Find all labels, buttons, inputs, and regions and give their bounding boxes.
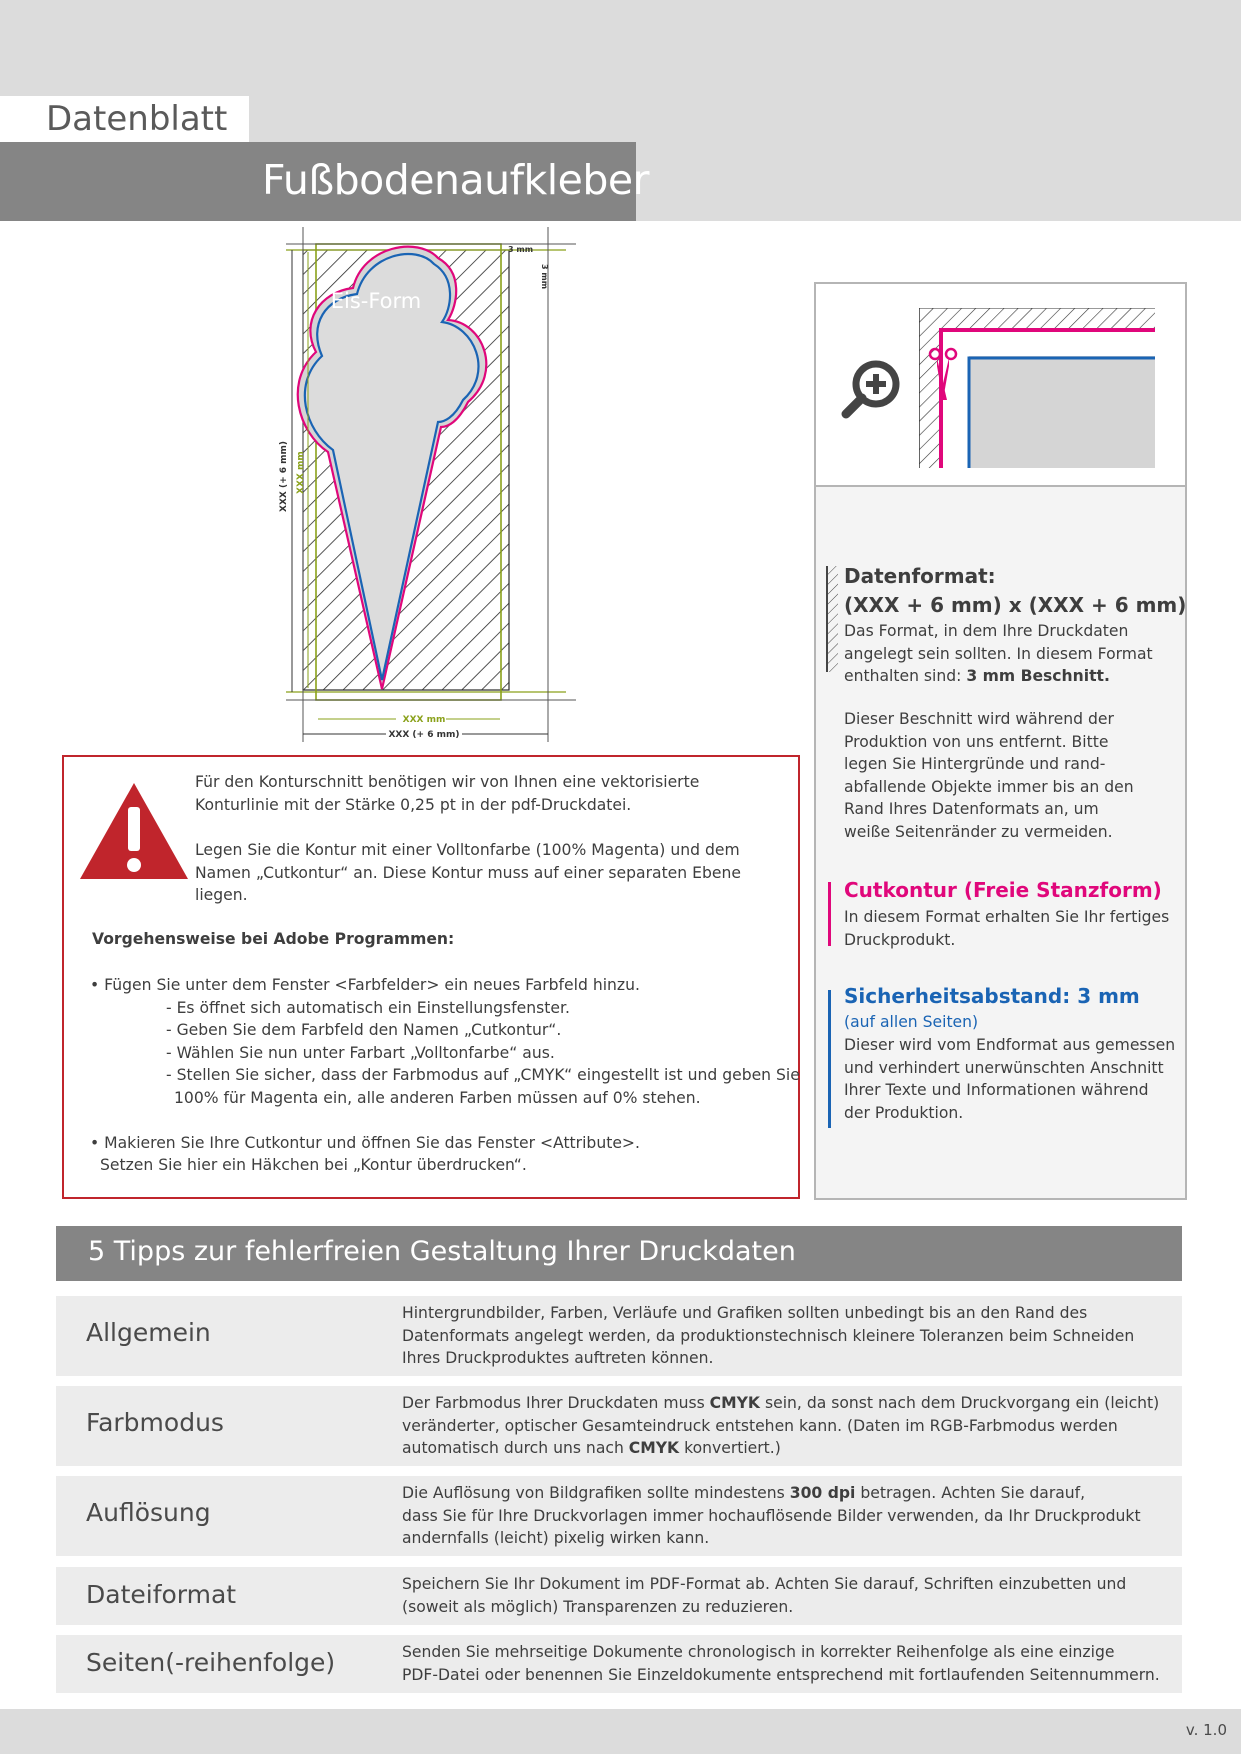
ice-cream-shape-diagram — [256, 222, 596, 756]
cut-contour-warning-box — [62, 755, 800, 1199]
corner-detail-graphic — [919, 308, 1155, 472]
tip-row-dateiformat — [56, 1567, 1182, 1625]
step-1a: - Es öffnet sich automatisch ein Einstellungsfenster. — [166, 999, 570, 1017]
tip-text: Der Farbmodus Ihrer Druckdaten muss CMYK sein, da sonst nach dem Druckvorgang ein (leicht) veränderter, optischer Gesamteindruck entstehen kann. (Daten im RGB-Farbmodus werden automatisch durch uns nach CMYK konvertiert.) — [402, 1394, 1160, 1457]
cut-description: In diesem Format erhalten Sie Ihr fertiges Druckprodukt. — [844, 908, 1170, 949]
zoom-detail — [816, 284, 1185, 487]
tip-label: Allgemein — [86, 1318, 211, 1347]
step-1d-continued: 100% für Magenta ein, alle anderen Farben müssen auf 0% stehen. — [174, 1089, 701, 1107]
warning-paragraph-1: Für den Konturschnitt benötigen wir von Ihnen eine vektorisierte Konturlinie mit der Stärke 0,25 pt in der pdf-Druckdatei. — [195, 773, 700, 814]
safety-subtitle: (auf allen Seiten) — [844, 1013, 979, 1031]
title-bar — [0, 142, 650, 221]
bleed-side-dim: 3 mm — [540, 264, 549, 290]
format-info-panel — [814, 282, 1187, 1200]
document-type-label: Datenblatt — [0, 96, 249, 142]
tip-label: Auflösung — [86, 1498, 211, 1527]
tip-row-seiten — [56, 1635, 1182, 1693]
tip-label: Seiten(-reihenfolge) — [86, 1648, 336, 1677]
step-1: • Fügen Sie unter dem Fenster <Farbfelder> ein neues Farbfeld hinzu. — [90, 976, 640, 994]
safety-description: Dieser wird vom Endformat aus gemessen und verhindert unerwünschten Anschnitt Ihrer Texte und Informationen während der Produktion. — [844, 1036, 1176, 1122]
footer-band — [0, 1709, 1241, 1754]
page-title: Fußbodenaufkleber — [262, 156, 650, 204]
height-dim: XXX mm — [296, 451, 306, 494]
step-1c: - Wählen Sie nun unter Farbart „Volltonfarbe“ aus. — [166, 1044, 555, 1062]
tips-heading: 5 Tipps zur fehlerfreien Gestaltung Ihrer Druckdaten — [88, 1236, 796, 1267]
version-label: v. 1.0 — [1185, 1721, 1227, 1739]
safety-title: Sicherheitsabstand: 3 mm — [844, 984, 1140, 1008]
step-1d: - Stellen Sie sicher, dass der Farbmodus auf „CMYK“ eingestellt ist und geben Sie — [166, 1066, 800, 1084]
step-1b: - Geben Sie dem Farbfeld den Namen „Cutkontur“. — [166, 1021, 562, 1039]
tip-text: Speichern Sie Ihr Dokument im PDF-Format ab. Achten Sie darauf, Schriften einzubetten und (soweit als möglich) Transparenzen zu reduzieren. — [402, 1575, 1127, 1616]
tip-label: Farbmodus — [86, 1408, 224, 1437]
cut-marker — [828, 882, 831, 946]
bleed-description: Dieser Beschnitt wird während der Produktion von uns entfernt. Bitte legen Sie Hintergründe und rand- abfallende Objekte immer bis an den Rand Ihres Datenformats an, um weiße Seitenränder zu vermeiden. — [844, 710, 1134, 841]
warning-paragraph-2: Legen Sie die Kontur mit einer Volltonfarbe (100% Magenta) und dem Namen „Cutkontur“ an. Diese Kontur muss auf einer separaten Ebene liegen. — [195, 841, 741, 904]
safety-marker — [828, 990, 831, 1128]
format-title: Datenformat: (XXX + 6 mm) x (XXX + 6 mm) — [844, 564, 1187, 617]
cut-title: Cutkontur (Freie Stanzform) — [844, 878, 1162, 902]
tip-label: Dateiformat — [86, 1580, 237, 1609]
warning-icon — [78, 781, 190, 885]
tip-text: Hintergrundbilder, Farben, Verläufe und Grafiken sollten unbedingt bis an den Rand des Datenformats angelegt werden, da produktionstechnisch kleinere Toleranzen beim Schneiden Ihres Druckproduktes auftreten können. — [402, 1304, 1135, 1367]
tip-text: Die Auflösung von Bildgrafiken sollte mindestens 300 dpi betragen. Achten Sie darauf, dass Sie für Ihre Druckvorlagen immer hochauflösende Bilder verwenden, da Ihr Druckprodukt andernfalls (leicht) pixelig wirken kann. — [402, 1484, 1141, 1547]
step-2-continued: Setzen Sie hier ein Häkchen bei „Kontur überdrucken“. — [100, 1156, 527, 1174]
height-bleed-dim: XXX (+ 6 mm) — [279, 440, 289, 512]
width-bleed-dim: XXX (+ 6 mm) — [388, 730, 460, 740]
format-description: Das Format, in dem Ihre Druckdaten angelegt sein sollten. In diesem Format enthalten sind: 3 mm Beschnitt. — [844, 622, 1153, 685]
tip-row-farbmodus — [56, 1386, 1182, 1466]
shape-label: Eis-Form — [330, 289, 422, 313]
step-2: • Makieren Sie Ihre Cutkontur und öffnen Sie das Fenster <Attribute>. — [90, 1134, 640, 1152]
tip-row-allgemein — [56, 1296, 1182, 1376]
tip-row-aufloesung — [56, 1476, 1182, 1556]
tips-heading-bar — [56, 1226, 1182, 1281]
format-hatch-marker — [826, 566, 838, 676]
bleed-top-dim: 3 mm — [508, 245, 534, 254]
tip-text: Senden Sie mehrseitige Dokumente chronologisch in korrekter Reihenfolge als eine einzige PDF-Datei oder benennen Sie Einzeldokumente entsprechend mit fortlaufenden Seitennummern. — [402, 1643, 1160, 1684]
zoom-in-icon — [840, 358, 904, 426]
width-dim: XXX mm — [402, 715, 446, 725]
procedure-heading: Vorgehensweise bei Adobe Programmen: — [92, 930, 455, 948]
